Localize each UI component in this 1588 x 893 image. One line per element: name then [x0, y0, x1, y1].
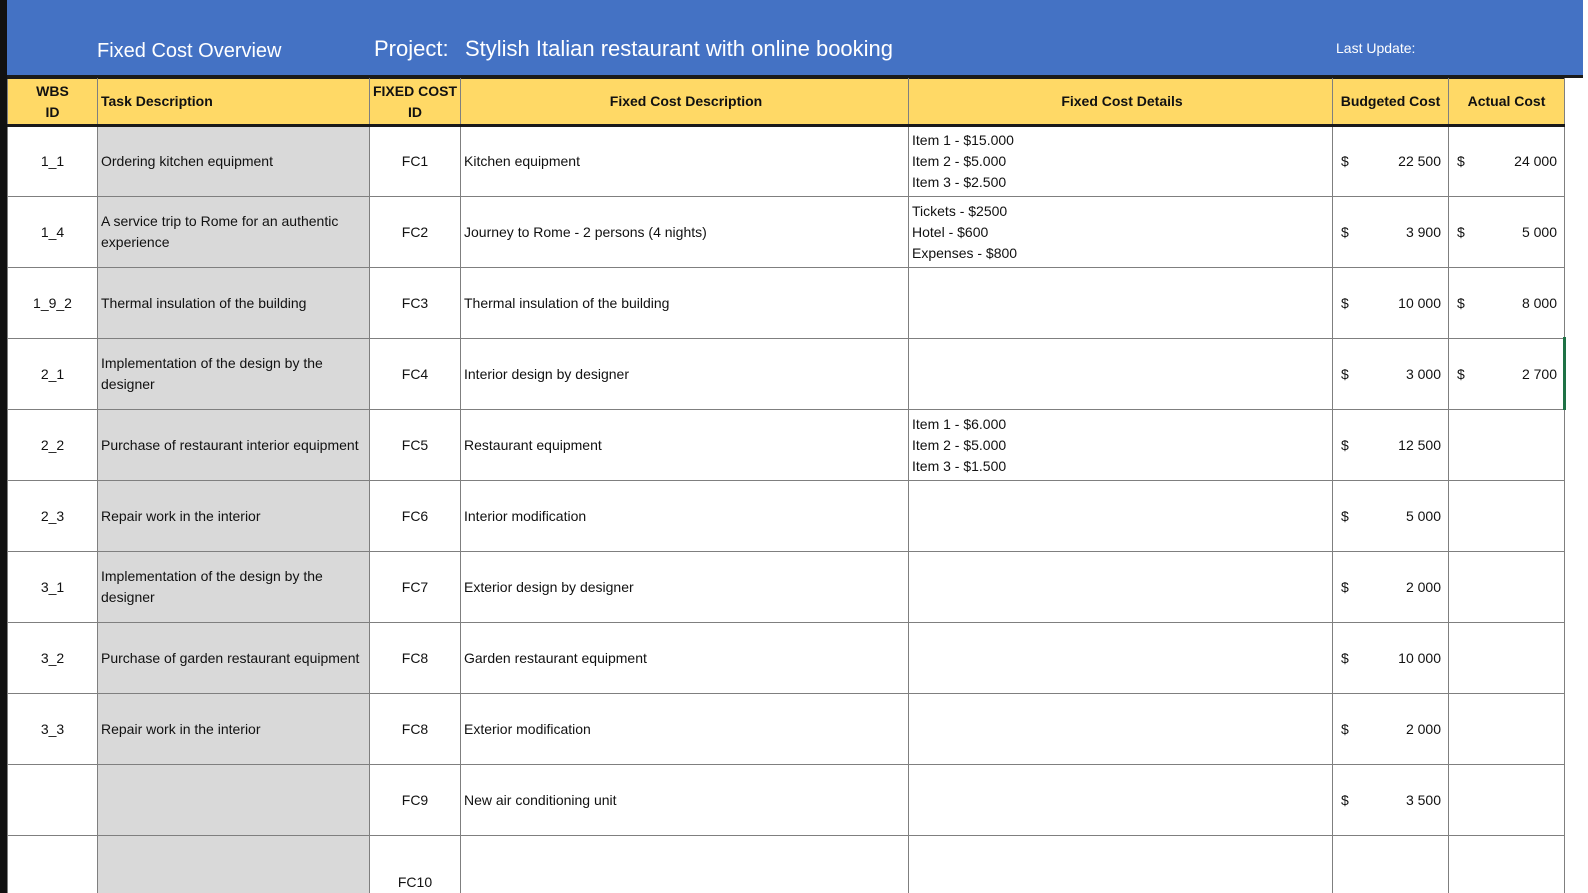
money-value	[1333, 222, 1448, 243]
header-fixed-cost-details[interactable]: Fixed Cost Details	[909, 79, 1333, 126]
detail-line: Item 1 - $15.000	[912, 132, 1014, 148]
sheet-left-border	[0, 0, 7, 893]
amount: 2 000	[1405, 720, 1441, 737]
detail-line: Item 1 - $6.000	[912, 415, 1007, 432]
money-value	[1333, 506, 1448, 527]
cell-fixed-cost-id[interactable]: FC4	[370, 339, 461, 410]
detail-line: Item 2 - $5.000	[912, 436, 1007, 453]
amount: 12 500	[1398, 436, 1441, 453]
cell-budgeted-cost[interactable]	[1333, 765, 1449, 836]
cell-fixed-cost-id[interactable]: FC9	[370, 765, 461, 836]
amount: 8 000	[1521, 294, 1557, 311]
cell-fixed-cost-description[interactable]	[461, 836, 909, 893]
cell-fixed-cost-id[interactable]: FC2	[370, 197, 461, 268]
cell-fixed-cost-details[interactable]	[909, 197, 1333, 268]
fixed-cost-table	[7, 78, 1565, 893]
project-label[interactable]: Project:	[374, 36, 449, 61]
project-name[interactable]: Stylish Italian restaurant with online booking	[465, 36, 894, 61]
cell-task-description[interactable]: Thermal insulation of the building	[98, 268, 370, 339]
cell-wbs-id[interactable]: 3_1	[8, 552, 98, 623]
cell-fixed-cost-description[interactable]: Thermal insulation of the building	[461, 268, 909, 339]
amount: 5 000	[1405, 507, 1441, 524]
cell-actual-cost[interactable]	[1449, 410, 1565, 481]
cell-wbs-id[interactable]: 1_9_2	[8, 268, 98, 339]
currency-symbol: $	[1457, 365, 1465, 382]
cell-actual-cost[interactable]	[1449, 339, 1565, 410]
money-value	[1449, 364, 1564, 385]
cell-fixed-cost-description[interactable]: Garden restaurant equipment	[461, 623, 909, 694]
cell-actual-cost[interactable]	[1449, 552, 1565, 623]
header-fixed-cost-id[interactable]	[370, 79, 461, 126]
cell-fixed-cost-id[interactable]: FC5	[370, 410, 461, 481]
header-wbs-line2: ID	[45, 103, 60, 120]
selected-cell-indicator	[1563, 337, 1566, 410]
cell-fixed-cost-details[interactable]	[909, 339, 1333, 410]
detail-line: Item 3 - $1.500	[912, 457, 1007, 474]
table-body	[8, 126, 1565, 893]
cell-task-description[interactable]: Repair work in the interior	[98, 694, 370, 765]
currency-symbol: $	[1457, 223, 1465, 240]
cell-actual-cost[interactable]	[1449, 765, 1565, 836]
header-wbs-line1: WBS	[36, 82, 69, 99]
detail-line: Hotel - $600	[912, 223, 989, 240]
currency-symbol: $	[1341, 578, 1349, 595]
cell-task-description[interactable]: Purchase of restaurant interior equipment	[98, 410, 370, 481]
header-fixed-cost-description[interactable]: Fixed Cost Description	[461, 79, 909, 126]
cell-wbs-id[interactable]	[8, 765, 98, 836]
table-row	[8, 552, 1565, 623]
cell-task-description[interactable]: Implementation of the design by the designer	[98, 339, 370, 410]
cell-actual-cost[interactable]	[1449, 481, 1565, 552]
amount: 2 000	[1405, 578, 1441, 595]
cell-fixed-cost-description[interactable]: Exterior design by designer	[461, 552, 909, 623]
cell-fixed-cost-description[interactable]: Kitchen equipment	[461, 126, 909, 197]
cell-budgeted-cost[interactable]	[1333, 481, 1449, 552]
cell-actual-cost[interactable]	[1449, 836, 1565, 893]
table-row	[8, 836, 1565, 893]
amount: 10 000	[1398, 294, 1441, 311]
cell-task-description[interactable]: A service trip to Rome for an authentic experience	[98, 197, 370, 268]
cell-fixed-cost-description[interactable]: Journey to Rome - 2 persons (4 nights)	[461, 197, 909, 268]
amount: 3 500	[1405, 791, 1441, 808]
cell-wbs-id[interactable]: 2_3	[8, 481, 98, 552]
cell-fixed-cost-description[interactable]: Interior modification	[461, 481, 909, 552]
table-row	[8, 197, 1565, 268]
money-value	[1333, 435, 1448, 456]
table-row	[8, 268, 1565, 339]
cell-wbs-id[interactable]: 3_3	[8, 694, 98, 765]
cell-budgeted-cost[interactable]	[1333, 268, 1449, 339]
detail-line: Item 2 - $5.000	[912, 153, 1007, 169]
table-row	[8, 765, 1565, 836]
sheet-title[interactable]: Fixed Cost Overview	[97, 40, 282, 62]
cell-wbs-id[interactable]: 3_2	[8, 623, 98, 694]
cell-actual-cost[interactable]	[1449, 623, 1565, 694]
cell-wbs-id[interactable]	[8, 836, 98, 893]
currency-symbol: $	[1341, 720, 1349, 737]
amount: 22 500	[1398, 153, 1441, 169]
money-value	[1333, 293, 1448, 314]
cell-fixed-cost-details[interactable]	[909, 552, 1333, 623]
currency-symbol: $	[1457, 294, 1465, 311]
cell-task-description[interactable]: Purchase of garden restaurant equipment	[98, 623, 370, 694]
cell-fixed-cost-description[interactable]: Exterior modification	[461, 694, 909, 765]
title-banner[interactable]	[7, 0, 1583, 78]
cell-fixed-cost-details[interactable]	[909, 836, 1333, 893]
currency-symbol: $	[1341, 507, 1349, 524]
amount: 3 900	[1405, 223, 1441, 240]
table-row	[8, 339, 1565, 410]
cell-task-description[interactable]: Ordering kitchen equipment	[98, 126, 370, 197]
money-value	[1333, 577, 1448, 598]
cell-fixed-cost-details[interactable]	[909, 623, 1333, 694]
money-value	[1333, 790, 1448, 811]
cell-actual-cost[interactable]	[1449, 126, 1565, 197]
cell-budgeted-cost[interactable]	[1333, 552, 1449, 623]
cell-task-description[interactable]	[98, 836, 370, 893]
money-value	[1333, 648, 1448, 669]
currency-symbol: $	[1457, 153, 1465, 169]
cell-budgeted-cost[interactable]	[1333, 126, 1449, 197]
table-row	[8, 481, 1565, 552]
cell-budgeted-cost[interactable]	[1333, 836, 1449, 893]
money-value	[1333, 151, 1448, 172]
cell-fixed-cost-description[interactable]: New air conditioning unit	[461, 765, 909, 836]
amount: 10 000	[1398, 649, 1441, 666]
money-value	[1449, 151, 1564, 172]
amount: 3 000	[1405, 365, 1441, 382]
header-task-description[interactable]: Task Description	[98, 79, 370, 126]
table-row	[8, 126, 1565, 197]
last-update-label[interactable]: Last Update:	[1336, 40, 1416, 56]
cell-fixed-cost-id[interactable]: FC8	[370, 694, 461, 765]
header-wbs-id[interactable]	[8, 79, 98, 126]
cell-wbs-id[interactable]: 1_4	[8, 197, 98, 268]
cell-fixed-cost-id[interactable]: FC6	[370, 481, 461, 552]
cell-fixed-cost-id[interactable]: FC3	[370, 268, 461, 339]
currency-symbol: $	[1341, 791, 1349, 808]
cell-actual-cost[interactable]	[1449, 197, 1565, 268]
header-fcid-line1: FIXED COST	[372, 82, 457, 99]
cell-fixed-cost-details[interactable]	[909, 126, 1333, 197]
currency-symbol: $	[1341, 649, 1349, 666]
table-row	[8, 410, 1565, 481]
table-row	[8, 694, 1565, 765]
header-row	[8, 79, 1565, 126]
cell-task-description[interactable]: Repair work in the interior	[98, 481, 370, 552]
cell-fixed-cost-id[interactable]: FC8	[370, 623, 461, 694]
cell-budgeted-cost[interactable]	[1333, 623, 1449, 694]
cell-fixed-cost-details[interactable]	[909, 481, 1333, 552]
cell-fixed-cost-details[interactable]	[909, 410, 1333, 481]
cell-fixed-cost-id[interactable]: FC10	[370, 836, 461, 893]
cell-fixed-cost-details[interactable]	[909, 694, 1333, 765]
header-fcid-line2: ID	[408, 103, 422, 120]
cell-task-description[interactable]	[98, 765, 370, 836]
detail-line: Item 3 - $2.500	[912, 174, 1007, 190]
currency-symbol: $	[1341, 153, 1349, 169]
cell-fixed-cost-id[interactable]: FC1	[370, 126, 461, 197]
cell-budgeted-cost[interactable]	[1333, 339, 1449, 410]
cell-actual-cost[interactable]	[1449, 268, 1565, 339]
cell-budgeted-cost[interactable]	[1333, 410, 1449, 481]
currency-symbol: $	[1341, 436, 1349, 453]
money-value	[1333, 364, 1448, 385]
detail-line: Expenses - $800	[912, 244, 1018, 261]
currency-symbol: $	[1341, 223, 1349, 240]
currency-symbol: $	[1341, 365, 1349, 382]
cell-fixed-cost-description[interactable]: Restaurant equipment	[461, 410, 909, 481]
header-actual-cost[interactable]: Actual Cost	[1449, 79, 1565, 126]
cell-wbs-id[interactable]: 2_2	[8, 410, 98, 481]
cell-fixed-cost-id[interactable]: FC7	[370, 552, 461, 623]
money-value	[1449, 293, 1564, 314]
amount: 5 000	[1521, 223, 1557, 240]
amount: 24 000	[1514, 153, 1557, 169]
currency-symbol: $	[1341, 294, 1349, 311]
cell-wbs-id[interactable]: 2_1	[8, 339, 98, 410]
cell-wbs-id[interactable]: 1_1	[8, 126, 98, 197]
money-value	[1449, 222, 1564, 243]
cell-fixed-cost-details[interactable]	[909, 268, 1333, 339]
cell-budgeted-cost[interactable]	[1333, 197, 1449, 268]
detail-line: Tickets - $2500	[912, 202, 1008, 219]
table-row	[8, 623, 1565, 694]
cell-actual-cost[interactable]	[1449, 694, 1565, 765]
cell-fixed-cost-details[interactable]	[909, 765, 1333, 836]
cell-budgeted-cost[interactable]	[1333, 694, 1449, 765]
cell-task-description[interactable]: Implementation of the design by the designer	[98, 552, 370, 623]
amount: 2 700	[1521, 365, 1557, 382]
cell-fixed-cost-description[interactable]: Interior design by designer	[461, 339, 909, 410]
money-value	[1333, 719, 1448, 740]
header-budgeted-cost[interactable]: Budgeted Cost	[1333, 79, 1449, 126]
